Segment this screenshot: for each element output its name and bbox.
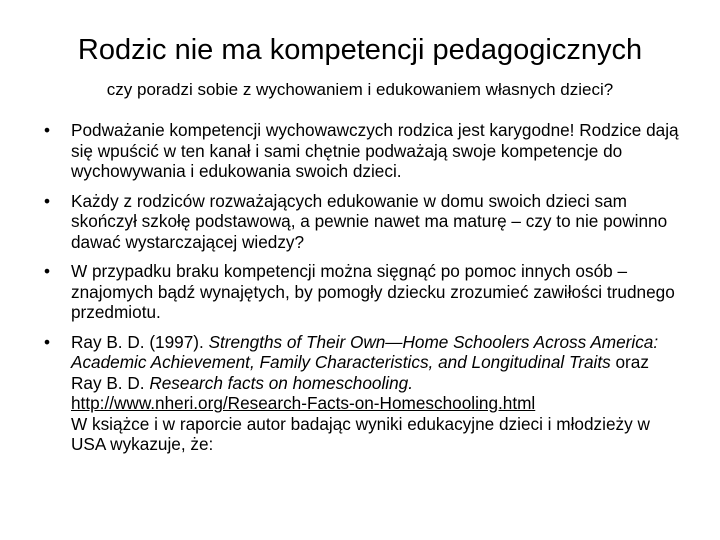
bullet-item (40, 191, 680, 253)
bullet-item-reference (40, 332, 680, 455)
reference-link[interactable]: http://www.nheri.org/Research-Facts-on-Homeschooling.html (71, 393, 536, 413)
bullet-text: W przypadku braku kompetencji można sięgnąć po pomoc innych osób – znajomych bądź wynajętych, by pomogły dziecku zrozumieć zawiłości trudnego przedmiotu. (71, 261, 675, 322)
reference-plain-text: Ray B. D. (1997). (71, 331, 209, 352)
bullet-dot-icon: • (43, 331, 51, 352)
slide-subtitle: czy poradzi sobie z wychowaniem i edukowaniem własnych dzieci? (106, 80, 614, 99)
slide-title: Rodzic nie ma kompetencji pedagogicznych (77, 34, 643, 66)
reference-join-text: oraz Ray B. D. (71, 352, 649, 393)
bullet-text: Podważanie kompetencji wychowawczych rodzica jest karygodne! Rodzice dają się wpuścić w ten kanał i sami chętnie podważają swoje kompetencje do wychowywania i edukowania swoich dzieci. (71, 120, 679, 181)
bullet-dot-icon: • (43, 120, 51, 140)
reference-tail-text: W książce i w raporcie autor badając wyniki edukacyjne dzieci i młodzieży w USA wykazuje, że: (71, 413, 650, 454)
bullet-dot-icon: • (43, 261, 51, 281)
bullet-item (40, 261, 680, 323)
bullet-dot-icon: • (43, 190, 51, 211)
reference-book-title: Strengths of Their Own—Home Schoolers Across America: Academic Achievement, Family Characteristics, and Longitudinal Traits (71, 331, 659, 372)
bullet-text: Każdy z rodziców rozważających edukowanie w domu swoich dzieci sam skończył szkołę podstawową, a pewnie nawet ma maturę – czy to nie powinno dawać wystarczającej wiedzy? (71, 190, 668, 252)
reference-report-title: Research facts on homeschooling. (149, 372, 414, 393)
bullet-item (40, 120, 680, 182)
bullet-list (40, 120, 680, 464)
